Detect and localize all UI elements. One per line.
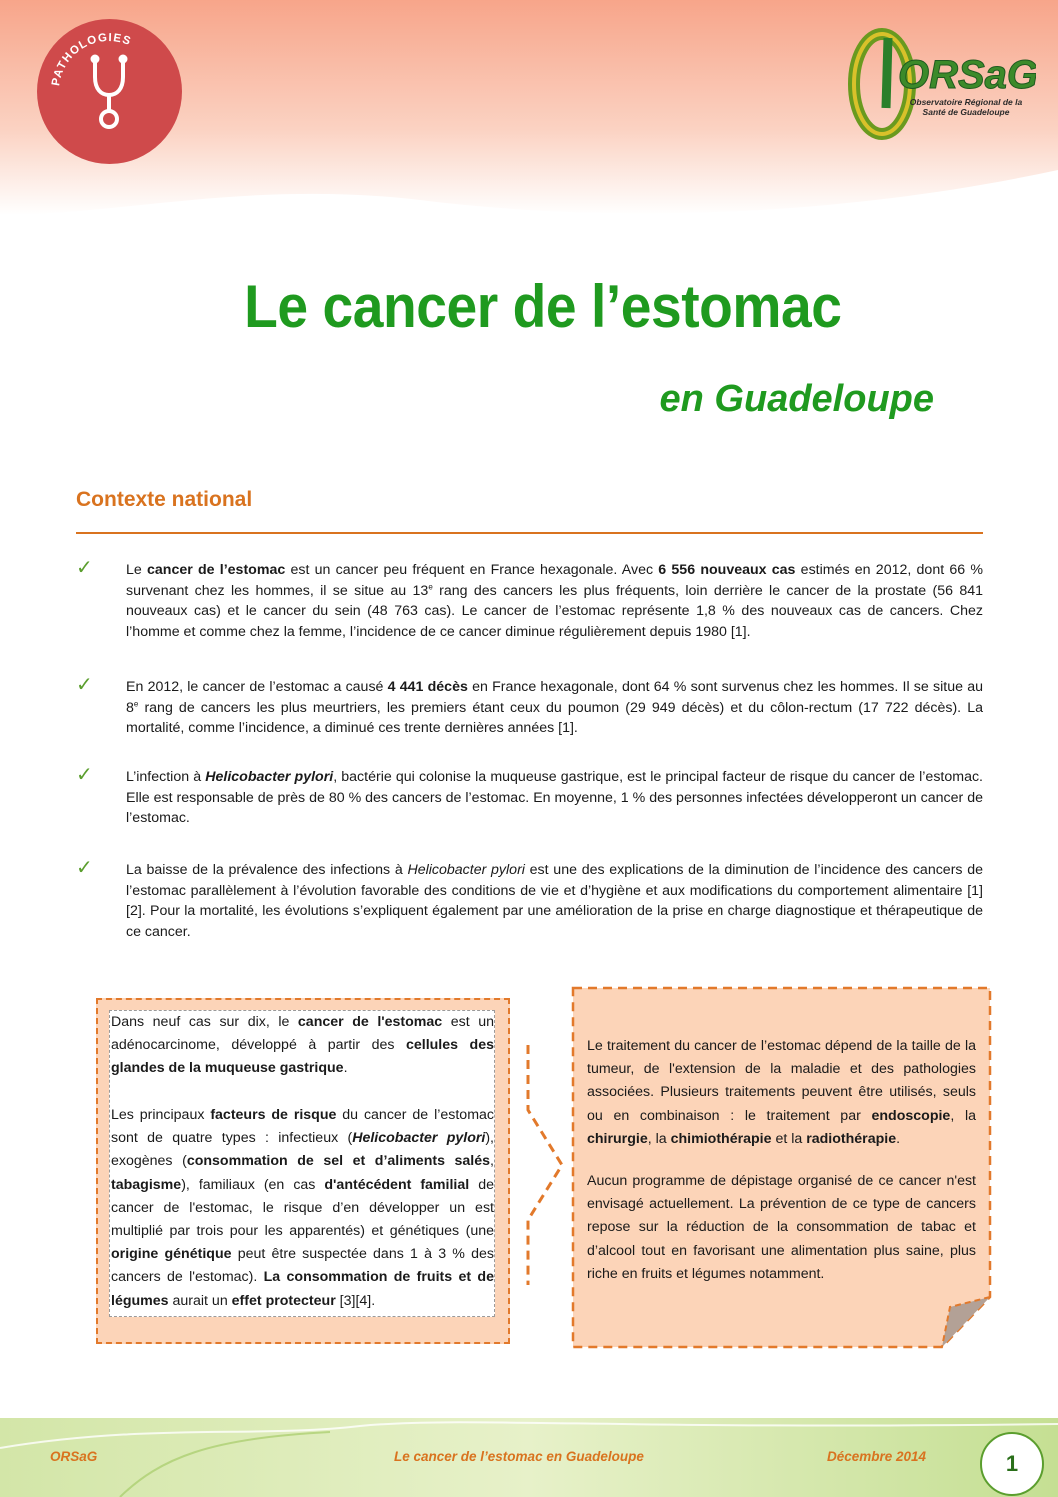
orsag-logo	[846, 16, 1036, 146]
logo-text: ORSaG	[898, 53, 1036, 97]
text-run: e	[133, 698, 139, 708]
page-title: Le cancer de l’estomac	[244, 273, 842, 340]
emphasis-text: 6 556 nouveaux cas	[658, 562, 796, 578]
text-run: est une des explications de la diminution de l’incidence des cancers de l’estomac parallèlement à l’évolution favorable des conditions de vie et d’hygiène et aux modifications du comportement alimentaire [1] [2]. Pour la mortalité, les évolutions s’expliquent également par une amélioration de la prise en charge diagnostique et thérapeutique de ce cancer.	[126, 862, 984, 940]
text-run: .	[343, 1060, 348, 1077]
emphasis-text: La consommation de fruits et de légumes	[111, 1269, 494, 1309]
pathologies-badge	[37, 19, 182, 164]
emphasis-text: endoscopie	[871, 1107, 951, 1124]
checkmark-icon: ✓	[76, 674, 93, 696]
emphasis-text: tabagisme	[111, 1176, 182, 1193]
text-run: peut être suspectée dans 1 à 3 % des cancers de l'estomac).	[111, 1246, 494, 1286]
bullet-text	[126, 560, 983, 642]
footer-org: ORSaG	[50, 1449, 98, 1464]
bullet-text	[126, 677, 983, 739]
box-left-paragraph	[111, 1104, 494, 1313]
text-run: et la	[771, 1130, 807, 1147]
emphasis-text: chirurgie	[587, 1130, 648, 1147]
text-run: , la	[950, 1107, 976, 1124]
emphasis-text: Helicobacter pylori	[352, 1130, 486, 1147]
text-run: aurait un	[168, 1292, 232, 1309]
page-number: 1	[980, 1432, 1044, 1496]
section-divider	[76, 532, 983, 534]
checkmark-icon: ✓	[76, 764, 93, 786]
text-run: L’infection à	[126, 769, 206, 785]
text-run: En 2012, le cancer de l’estomac a causé	[126, 679, 388, 695]
text-run: , la	[647, 1130, 671, 1147]
checkmark-icon: ✓	[76, 857, 93, 879]
text-run: Aucun programme de dépistage organisé de ce cancer n'est envisagé actuellement. La prévention de ce type de cancers repose sur la réduction de la consommation de tabac et d’alcool tout en favorisant une alimentation plus saine, plus riche en fruits et légumes notamment.	[587, 1173, 976, 1282]
text-run: e	[428, 581, 433, 591]
arrow-right-icon	[510, 1015, 572, 1315]
text-run: ), familiaux (en cas	[181, 1176, 325, 1193]
text-run: Le	[126, 562, 148, 578]
text-run: estimés en 2012, dont 66 % survenant chez les hommes, il se situe au 13	[126, 562, 983, 599]
checkmark-icon: ✓	[76, 557, 93, 579]
emphasis-text: 4 441 décès	[387, 679, 468, 695]
text-run: du cancer de l’estomac sont de quatre types : infectieux (	[111, 1107, 494, 1147]
stethoscope-icon	[93, 57, 126, 128]
text-run: [3][4].	[335, 1292, 376, 1309]
emphasis-text: consommation de sel et d’aliments salés	[186, 1153, 491, 1170]
footer-date: Décembre 2014	[827, 1449, 927, 1464]
emphasis-text: Helicobacter pylori	[205, 769, 334, 785]
text-run: en France hexagonale, dont 64 % sont survenus chez les hommes. Il se situe au 8	[126, 679, 983, 716]
text-run: rang de cancers les plus meurtriers, les premiers étant ceux du poumon (29 949 décès) et du côlon-rectum (17 722 décès). La mortalité, comme l’incidence, a diminué ces trente dernières années [1].	[126, 699, 983, 736]
text-run: rang des cancers les plus fréquents, loin derrière le cancer de la prostate (56 841 nouveaux cas) et le cancer du sein (48 763 cas). Le cancer de l’estomac représente 1,8 % des nouveaux cas de cancers. Chez l’homme et comme chez la femme, l’incidence de ce cancer diminue régulièrement depuis 1980 [1].	[126, 582, 983, 640]
bullet-text	[126, 860, 983, 942]
emphasis-text: cancer de l'estomac	[297, 1014, 443, 1030]
emphasis-text: radiothérapie	[806, 1130, 897, 1147]
emphasis-text: facteurs de risque	[210, 1107, 337, 1123]
text-run: La baisse de la prévalence des infections à	[126, 862, 408, 878]
text-run: Dans neuf cas sur dix, le	[111, 1014, 298, 1030]
text-run: est un adénocarcinome, développé à partir des	[111, 1014, 494, 1054]
footer-doc-title: Le cancer de l’estomac en Guadeloupe	[394, 1449, 644, 1464]
emphasis-text: chimiothérapie	[670, 1130, 772, 1147]
box-right-paragraph	[587, 1170, 976, 1286]
emphasis-text: origine génétique	[111, 1246, 232, 1263]
bullet-text	[126, 767, 983, 829]
emphasis-text: effet protecteur	[231, 1292, 336, 1309]
box-left-paragraph	[111, 1011, 494, 1081]
badge-label: PATHOLOGIES	[50, 31, 134, 87]
box-right-paragraph	[587, 1035, 976, 1151]
text-run: Helicobacter pylori	[407, 862, 525, 878]
text-run: ,	[490, 1153, 494, 1170]
emphasis-text: cellules des glandes de la muqueuse gastrique	[111, 1037, 494, 1077]
text-run: est un cancer peu fréquent en France hexagonale. Avec	[285, 562, 659, 578]
logo-caption: Observatoire Régional de la Santé de Guadeloupe	[909, 97, 1023, 117]
text-run: , bactérie qui colonise la muqueuse gastrique, est le principal facteur de risque du cancer de l’estomac. Elle est responsable de près de 80 % des cancers de l’estomac. En moyenne, 1 % des personnes infectées développeront un cancer de l’estomac.	[126, 769, 983, 826]
text-run: ), exogènes (	[111, 1130, 494, 1170]
page-subtitle: en Guadeloupe	[659, 378, 934, 420]
section-heading: Contexte national	[76, 488, 253, 511]
emphasis-text: d'antécédent familial	[324, 1176, 470, 1193]
text-run: Le traitement du cancer de l’estomac dépend de la taille de la tumeur, de l'extension de la maladie et des pathologies associées. Plusieurs traitements peuvent être utilisés, seuls ou en combinaison : le traitement par	[587, 1038, 976, 1124]
emphasis-text: cancer de l’estomac	[147, 562, 286, 578]
text-run: Les principaux	[111, 1107, 211, 1123]
text-run: de cancer de l'estomac, le risque d’en développer un est multiplié par trois pour les apparentés) et génétiques (une	[111, 1176, 494, 1240]
text-run: .	[896, 1130, 901, 1147]
